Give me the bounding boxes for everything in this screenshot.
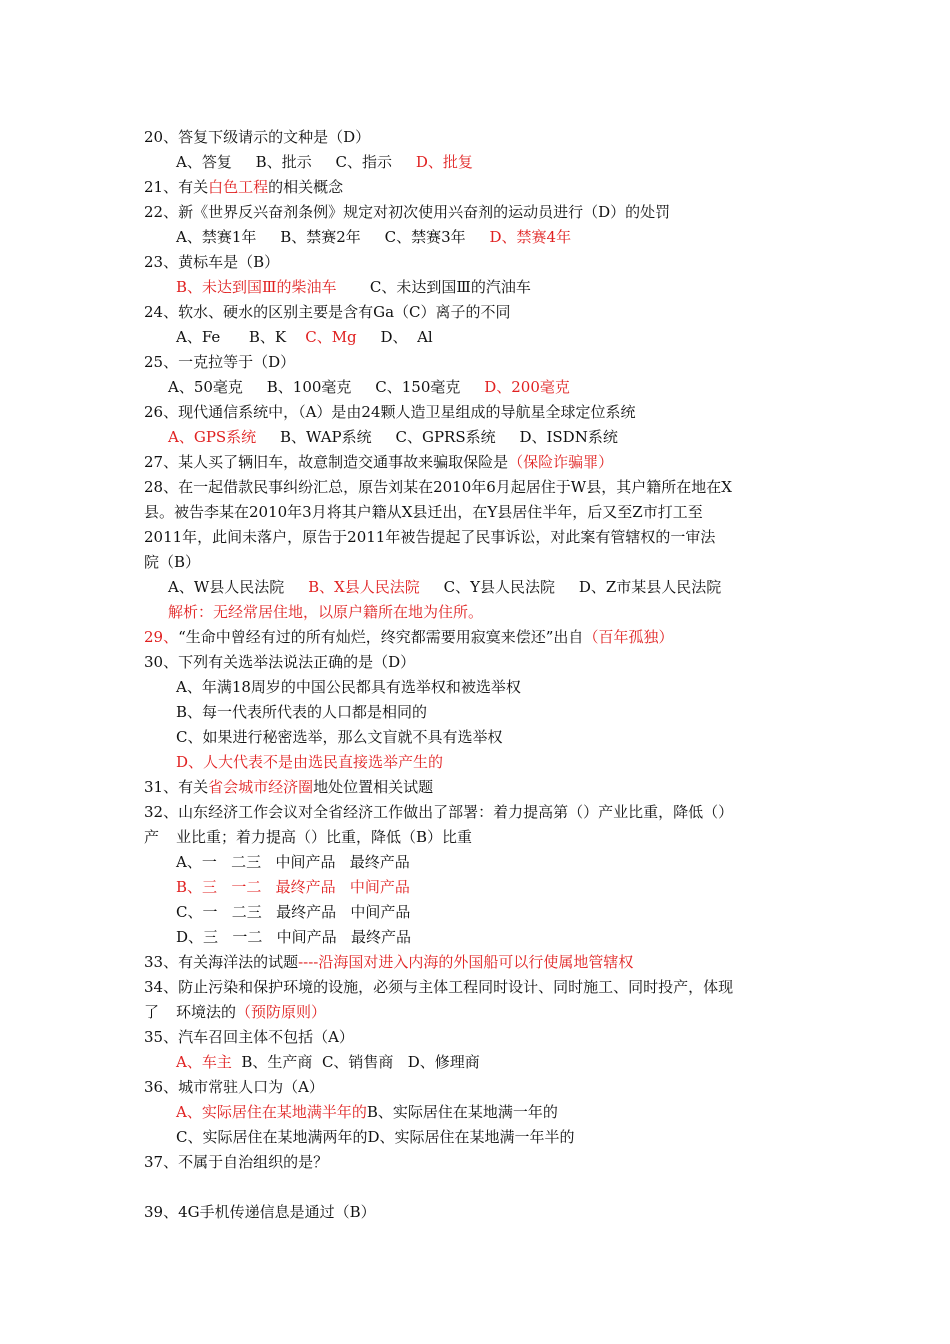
text-line: [176, 327, 433, 347]
text-line: [144, 1027, 354, 1047]
line-text: B、WAP系统 C、GPRS系统 D、ISDN系统: [256, 428, 618, 446]
line-text: C、一 二三 最终产品 中间产品: [176, 903, 411, 921]
line-text: 34、防止污染和保护环境的设施，必须与主体工程同时设计、同时施工、同时投产，体现: [144, 978, 734, 996]
line-text: 22、新《世界反兴奋剂条例》规定对初次使用兴奋剂的运动员进行（D）的处罚: [144, 203, 671, 221]
answer-text: B、未达到国Ⅲ的柴油车: [176, 278, 337, 296]
line-text: B、每一代表所代表的人口都是相同的: [176, 703, 428, 721]
line-text: B、生产商 C、销售商 D、修理商: [231, 1053, 480, 1071]
text-line: [144, 302, 511, 322]
answer-text: 29、: [144, 628, 179, 646]
text-line: [144, 1202, 376, 1222]
text-line: [144, 402, 636, 422]
text-line: [176, 902, 410, 922]
line-text: “生命中曾经有过的所有灿烂，终究都需要用寂寞来偿还”出自: [178, 628, 584, 646]
text-line: [168, 427, 618, 447]
answer-text: 省会城市经济圈: [208, 778, 314, 796]
answer-text: A、车主: [176, 1053, 232, 1071]
line-text: C、如果进行秘密选举，那么文盲就不具有选举权: [176, 728, 503, 746]
line-text: C、实际居住在某地满两年的D、实际居住在某地满一年半的: [176, 1128, 575, 1146]
answer-text: D、人大代表不是由选民直接选举产生的: [176, 753, 444, 771]
text-line: [144, 527, 715, 547]
line-text: 33、有关海洋法的试题: [144, 953, 299, 971]
line-text: C、未达到国Ⅲ的汽油车: [336, 278, 531, 296]
text-line: [176, 277, 531, 297]
answer-text: A、实际居住在某地满半年的: [176, 1103, 367, 1121]
text-line: [144, 1077, 324, 1097]
line-text: A、年满18周岁的中国公民都具有选举权和被选举权: [176, 678, 521, 696]
text-line: [168, 377, 570, 397]
text-line: [144, 502, 703, 522]
text-line: [176, 702, 427, 722]
answer-text: D、批复: [415, 153, 473, 171]
line-text: 了: [144, 1003, 160, 1021]
line-text: A、50毫克 B、100毫克 C、150毫克: [168, 378, 485, 396]
answer-text: （百年孤独）: [583, 628, 674, 646]
line-text: 39、4G手机传递信息是通过（B）: [144, 1203, 376, 1221]
line-text: 31、有关: [144, 778, 209, 796]
text-line: [144, 627, 673, 647]
answer-text: （预防原则）: [236, 1003, 327, 1021]
answer-text: A、GPS系统: [168, 428, 257, 446]
text-line: [144, 1002, 159, 1022]
text-line: [176, 752, 443, 772]
text-line: [176, 852, 410, 872]
answer-text: 白色工程: [208, 178, 269, 196]
text-line: [176, 152, 473, 172]
text-line: [144, 202, 670, 222]
text-line: [144, 352, 295, 372]
answer-text: D、200毫克: [484, 378, 570, 396]
text-line: [144, 1152, 328, 1172]
line-text: B、实际居住在某地满一年的: [366, 1103, 558, 1121]
answer-text: ----沿海国对进入内海的外国船可以行使属地管辖权: [298, 953, 634, 971]
answer-text: C、Mg: [305, 328, 357, 346]
text-line: [168, 602, 483, 622]
text-line: [176, 1127, 575, 1147]
text-line: [176, 827, 472, 847]
text-line: [144, 802, 733, 822]
line-text: 县。被告李某在2010年3月将其户籍从X县迁出，在Y县居住半年，后又至Z市打工至: [144, 503, 703, 521]
text-line: [144, 952, 633, 972]
line-text: 24、软水、硬水的区别主要是含有Ga（C）离子的不同: [144, 303, 511, 321]
text-line: [176, 1102, 558, 1122]
line-text: 院（B）: [144, 553, 201, 571]
line-text: 25、一克拉等于（D）: [144, 353, 296, 371]
line-text: D、 Al: [356, 328, 433, 346]
line-text: A、W县人民法院: [168, 578, 309, 596]
line-text: A、Fe B、K: [176, 328, 306, 346]
line-text: 36、城市常驻人口为（A）: [144, 1078, 324, 1096]
text-line: [144, 827, 159, 847]
line-text: 32、山东经济工作会议对全省经济工作做出了部署：着力提高第（）产业比重，降低（）: [144, 803, 734, 821]
line-text: 21、有关: [144, 178, 209, 196]
text-line: [144, 252, 279, 272]
text-line: [176, 727, 502, 747]
line-text: 2011年，此间未落户，原告于2011年被告提起了民事诉讼，对此案有管辖权的一审法: [144, 528, 716, 546]
text-line: [144, 977, 733, 997]
text-line: [176, 1052, 480, 1072]
text-line: [144, 552, 200, 572]
line-text: 37、不属于自治组织的是？: [144, 1153, 329, 1171]
text-line: [144, 652, 415, 672]
line-text: D、三 一二 中间产品 最终产品: [176, 928, 411, 946]
answer-text: D、禁赛4年: [489, 228, 572, 246]
line-text: A、一 二三 中间产品 最终产品: [176, 853, 410, 871]
line-text: 地处位置相关试题: [313, 778, 434, 796]
line-text: 产: [144, 828, 160, 846]
text-line: [144, 477, 732, 497]
line-text: 20、答复下级请示的文种是（D）: [144, 128, 371, 146]
text-line: [168, 577, 721, 597]
line-text: 的相关概念: [268, 178, 344, 196]
answer-text: B、X县人民法院: [308, 578, 420, 596]
text-line: [176, 1002, 326, 1022]
line-text: 环境法的: [176, 1003, 237, 1021]
text-line: [176, 677, 521, 697]
line-text: A、答复 B、批示 C、指示: [176, 153, 416, 171]
text-line: [144, 127, 370, 147]
text-line: [176, 877, 410, 897]
line-text: 35、汽车召回主体不包括（A）: [144, 1028, 354, 1046]
text-line: [144, 777, 433, 797]
line-text: 26、现代通信系统中，（A）是由24颗人造卫星组成的导航星全球定位系统: [144, 403, 636, 421]
text-line: [176, 927, 411, 947]
answer-text: B、三 一二 最终产品 中间产品: [176, 878, 410, 896]
answer-text: （保险诈骗罪）: [508, 453, 614, 471]
text-line: [144, 177, 343, 197]
line-text: 27、某人买了辆旧车，故意制造交通事故来骗取保险是: [144, 453, 509, 471]
text-line: [144, 452, 613, 472]
answer-text: 解析：无经常居住地，以原户籍所在地为住所。: [168, 603, 484, 621]
line-text: A、禁赛1年 B、禁赛2年 C、禁赛3年: [176, 228, 490, 246]
line-text: 30、下列有关选举法说法正确的是（D）: [144, 653, 416, 671]
text-line: [176, 227, 571, 247]
line-text: 28、在一起借款民事纠纷汇总，原告刘某在2010年6月起居住于W县，其户籍所在地在X: [144, 478, 732, 496]
line-text: 23、黄标车是（B）: [144, 253, 280, 271]
line-text: C、Y县人民法院 D、Z市某县人民法院: [419, 578, 722, 596]
line-text: 业比重；着力提高（）比重，降低（B）比重: [176, 828, 473, 846]
